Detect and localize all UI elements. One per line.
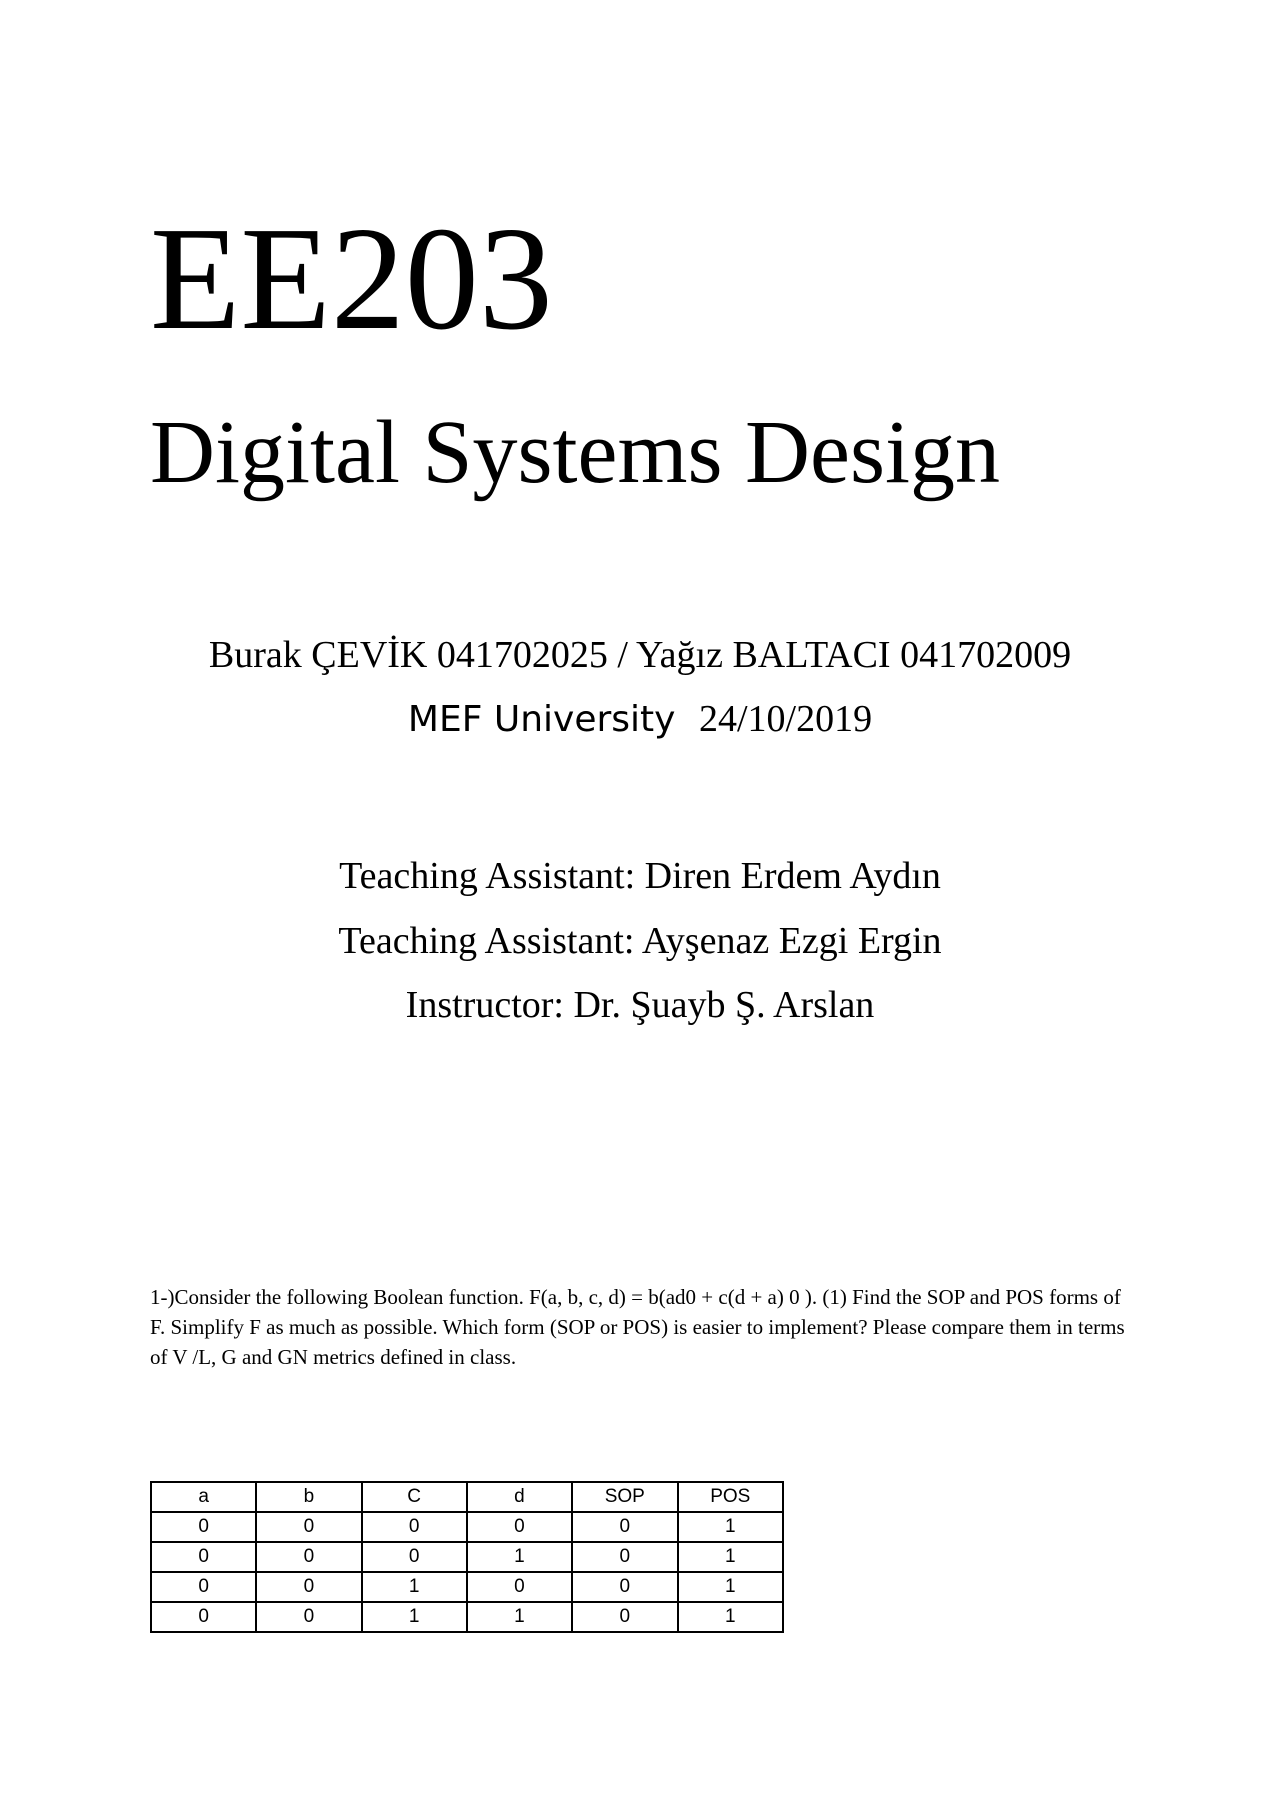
teaching-assistant-2: Teaching Assistant: Ayşenaz Ezgi Ergin <box>338 920 942 962</box>
table-row <box>151 1542 783 1572</box>
table-cell: 0 <box>256 1542 361 1572</box>
col-header-b: b <box>256 1482 361 1512</box>
table-row <box>151 1572 783 1602</box>
table-cell: 0 <box>467 1572 572 1602</box>
table-cell: 0 <box>151 1572 256 1602</box>
table-cell: 0 <box>572 1602 677 1632</box>
table-cell: 1 <box>467 1602 572 1632</box>
table-cell: 0 <box>151 1542 256 1572</box>
table-cell: 0 <box>256 1572 361 1602</box>
table-cell: 0 <box>256 1602 361 1632</box>
truth-table-header-row <box>151 1482 783 1512</box>
instructor: Instructor: Dr. Şuayb Ş. Arslan <box>405 984 875 1026</box>
col-header-c: C <box>362 1482 467 1512</box>
table-cell: 1 <box>678 1542 784 1572</box>
table-cell: 0 <box>362 1542 467 1572</box>
university-name: MEF University <box>407 699 676 740</box>
authors-line: Burak ÇEVİK 041702025 / Yağız BALTACI 041702009 <box>208 634 1072 676</box>
truth-table <box>150 1481 784 1633</box>
university-date-line <box>0 700 1280 738</box>
course-title: Digital Systems Design <box>150 403 1000 502</box>
table-cell: 1 <box>678 1602 784 1632</box>
table-cell: 1 <box>678 1572 784 1602</box>
col-header-pos: POS <box>678 1482 784 1512</box>
table-cell: 0 <box>572 1542 677 1572</box>
course-code: EE203 <box>150 197 553 361</box>
table-row <box>151 1602 783 1632</box>
report-date: 24/10/2019 <box>698 698 873 740</box>
table-cell: 1 <box>467 1542 572 1572</box>
table-cell: 1 <box>362 1602 467 1632</box>
table-cell: 0 <box>467 1512 572 1542</box>
col-header-a: a <box>151 1482 256 1512</box>
table-cell: 1 <box>678 1512 784 1542</box>
table-cell: 0 <box>151 1602 256 1632</box>
teaching-assistant-1: Teaching Assistant: Diren Erdem Aydın <box>339 855 941 897</box>
table-cell: 0 <box>362 1512 467 1542</box>
question-text: 1-)Consider the following Boolean function. F(a, b, c, d) = b(ad0 + c(d + a) 0 ). (1) Find the SOP and POS forms of F. Simplify F as much as possible. Which form (SOP or POS) is easier to implement? Please compare them in terms of V /L, G and GN metrics defined in class. <box>150 1285 1125 1369</box>
table-cell: 0 <box>572 1512 677 1542</box>
table-cell: 0 <box>572 1572 677 1602</box>
table-cell: 0 <box>151 1512 256 1542</box>
table-cell: 0 <box>256 1512 361 1542</box>
table-cell: 1 <box>362 1572 467 1602</box>
col-header-d: d <box>467 1482 572 1512</box>
col-header-sop: SOP <box>572 1482 677 1512</box>
table-row <box>151 1512 783 1542</box>
